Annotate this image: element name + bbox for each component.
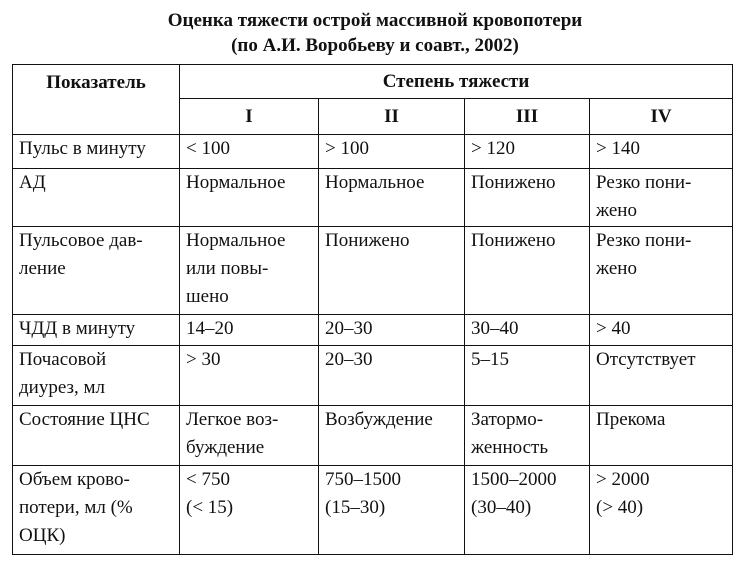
caption-line-1: Оценка тяжести острой массивной кровопотери (167, 10, 583, 31)
header-degree-4: IV (590, 99, 733, 135)
table-caption (0, 8, 750, 58)
cell-pulse-pressure-4: Резко пони- жено (590, 227, 733, 315)
table-row-bp (13, 169, 733, 227)
cell-cns-4: Прекома (590, 406, 733, 466)
cell-bp-1: Нормальное (180, 169, 319, 227)
cell-resp-rate-3: 30–40 (465, 315, 590, 346)
cell-pulse-pressure-1: Нормальное или повы- шено (180, 227, 319, 315)
table-row-pulse (13, 135, 733, 169)
row-label-resp-rate: ЧДД в минуту (13, 315, 180, 346)
cell-blood-loss-1: < 750 (< 15) (180, 466, 319, 555)
cell-blood-loss-2: 750–1500 (15–30) (319, 466, 465, 555)
header-severity: Степень тяжести (180, 65, 733, 99)
row-label-bp: АД (13, 169, 180, 227)
cell-pulse-4: > 140 (590, 135, 733, 169)
cell-diuresis-2: 20–30 (319, 346, 465, 406)
row-label-pulse: Пульс в минуту (13, 135, 180, 169)
cell-diuresis-1: > 30 (180, 346, 319, 406)
cell-cns-2: Возбуждение (319, 406, 465, 466)
row-label-diuresis: Почасовой диурез, мл (13, 346, 180, 406)
cell-diuresis-3: 5–15 (465, 346, 590, 406)
cell-pulse-pressure-3: Понижено (465, 227, 590, 315)
table-row-cns (13, 406, 733, 466)
cell-diuresis-4: Отсутствует (590, 346, 733, 406)
cell-bp-2: Нормальное (319, 169, 465, 227)
cell-pulse-3: > 120 (465, 135, 590, 169)
cell-pulse-pressure-2: Понижено (319, 227, 465, 315)
cell-cns-3: Затормо- женность (465, 406, 590, 466)
header-parameter: Показатель (13, 65, 180, 135)
cell-bp-3: Понижено (465, 169, 590, 227)
header-degree-3: III (465, 99, 590, 135)
row-label-pulse-pressure: Пульсовое дав- ление (13, 227, 180, 315)
header-degree-2: II (319, 99, 465, 135)
caption-line-2: (по А.И. Воробьеву и соавт., 2002) (231, 35, 519, 56)
cell-pulse-2: > 100 (319, 135, 465, 169)
cell-resp-rate-4: > 40 (590, 315, 733, 346)
cell-blood-loss-3: 1500–2000 (30–40) (465, 466, 590, 555)
table-row-resp-rate (13, 315, 733, 346)
cell-resp-rate-1: 14–20 (180, 315, 319, 346)
blood-loss-severity-table (12, 64, 733, 555)
cell-resp-rate-2: 20–30 (319, 315, 465, 346)
table-row-blood-loss (13, 466, 733, 555)
table-row-diuresis (13, 346, 733, 406)
cell-pulse-1: < 100 (180, 135, 319, 169)
header-row-1 (13, 65, 733, 99)
cell-blood-loss-4: > 2000 (> 40) (590, 466, 733, 555)
header-degree-1: I (180, 99, 319, 135)
row-label-cns: Состояние ЦНС (13, 406, 180, 466)
cell-bp-4: Резко пони- жено (590, 169, 733, 227)
cell-cns-1: Легкое воз- буждение (180, 406, 319, 466)
row-label-blood-loss: Объем крово- потери, мл (% ОЦК) (13, 466, 180, 555)
table-row-pulse-pressure (13, 227, 733, 315)
